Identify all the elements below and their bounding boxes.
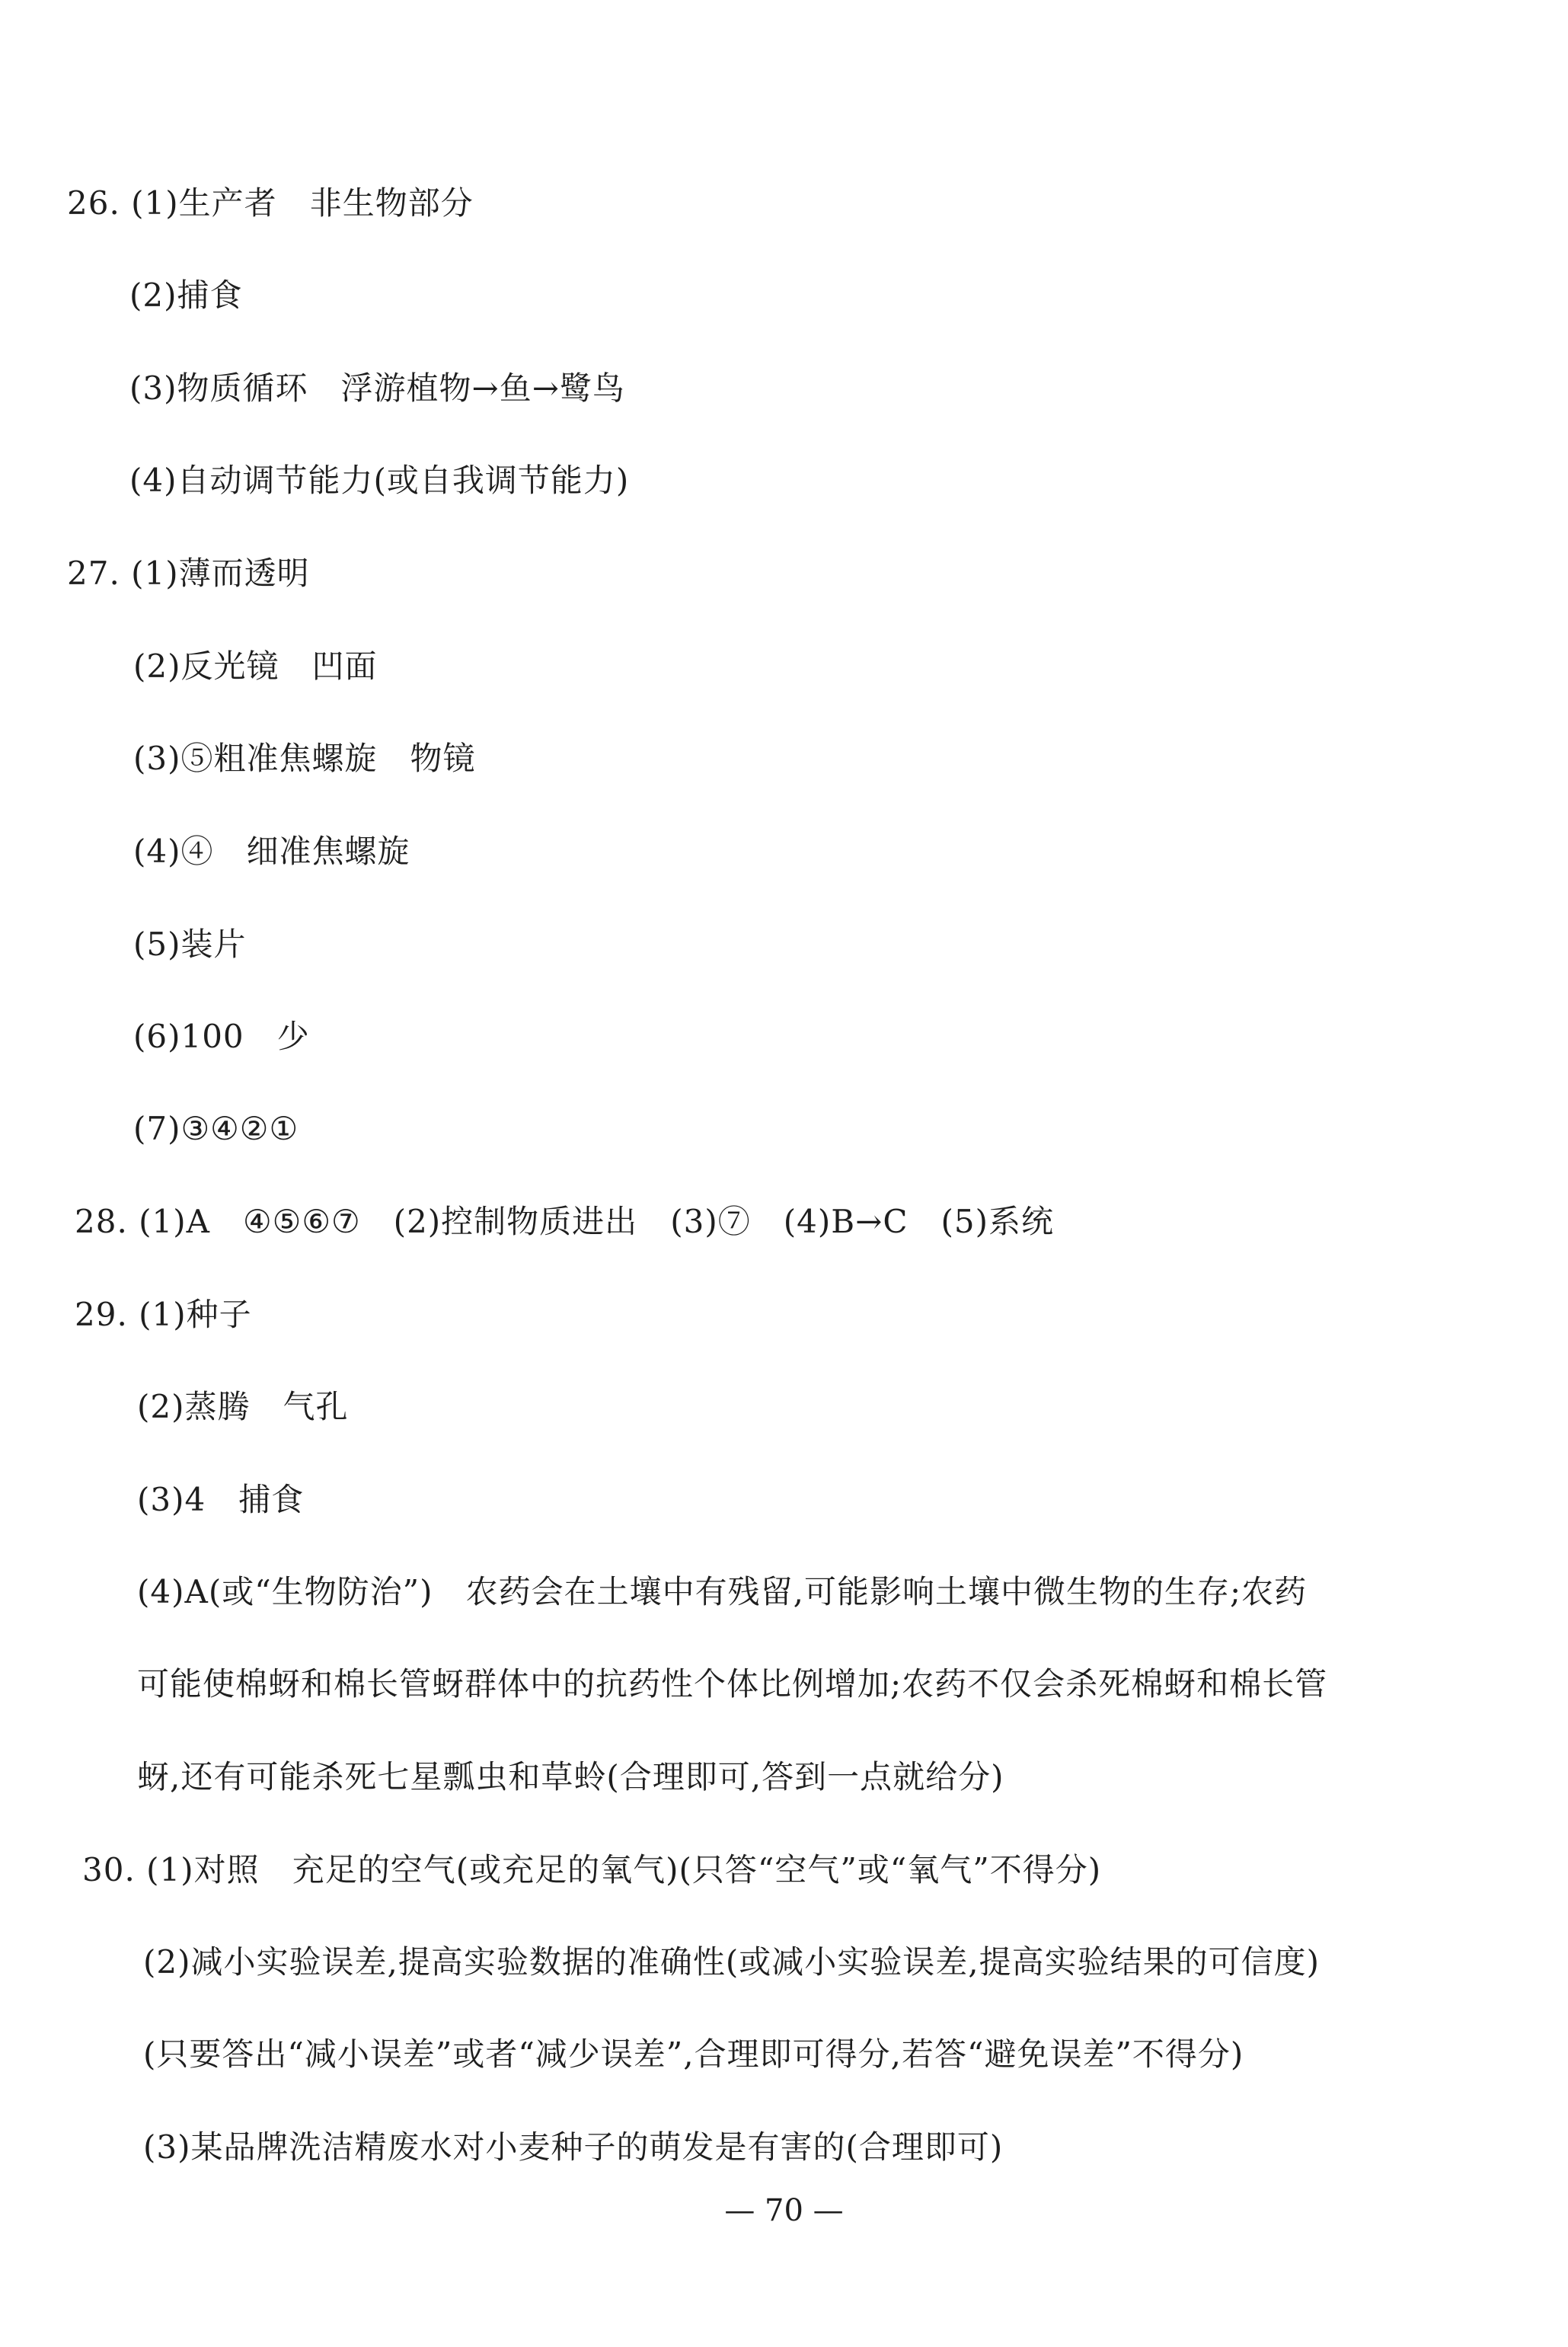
q29-line-1: 29. (1)种子 <box>75 1296 252 1333</box>
q27-line-6: (6)100 少 <box>133 1018 310 1055</box>
q26-line-3: (3)物质循环 浮游植物→鱼→鹭鸟 <box>129 369 625 407</box>
q26-line-2: (2)捕食 <box>129 277 243 314</box>
q30-line-3: (只要答出“减小误差”或者“减少误差”,合理即可得分,若答“避免误差”不得分) <box>143 2035 1244 2073</box>
q26-line-4: (4)自动调节能力(或自我调节能力) <box>129 462 630 499</box>
q30-line-2: (2)减小实验误差,提高实验数据的准确性(或减小实验误差,提高实验结果的可信度) <box>143 1943 1320 1981</box>
q30-line-1: 30. (1)对照 充足的空气(或充足的氧气)(只答“空气”或“氧气”不得分) <box>82 1851 1102 1888</box>
q26-line-1: 26. (1)生产者 非生物部分 <box>67 184 474 222</box>
q27-line-2: (2)反光镜 凹面 <box>133 648 378 685</box>
q27-line-5: (5)装片 <box>133 926 247 963</box>
q27-line-7: (7)③④②① <box>133 1110 299 1147</box>
page-number: — 70 — <box>724 2193 844 2228</box>
q28-line-1: 28. (1)A ④⑤⑥⑦ (2)控制物质进出 (3)⑦ (4)B→C (5)系统 <box>75 1203 1055 1240</box>
q29-line-5: 可能使棉蚜和棉长管蚜群体中的抗药性个体比例增加;农药不仅会杀死棉蚜和棉长管 <box>137 1665 1328 1703</box>
q27-line-1: 27. (1)薄而透明 <box>67 555 310 592</box>
q29-line-6: 蚜,还有可能杀死七星瓢虫和草蛉(合理即可,答到一点就给分) <box>137 1758 1004 1795</box>
q29-line-4: (4)A(或“生物防治”) 农药会在土壤中有残留,可能影响土壤中微生物的生存;农药 <box>137 1573 1308 1610</box>
q29-line-3: (3)4 捕食 <box>137 1481 305 1518</box>
q30-line-4: (3)某品牌洗洁精废水对小麦种子的萌发是有害的(合理即可) <box>143 2128 1004 2166</box>
q27-line-3: (3)⑤粗准焦螺旋 物镜 <box>133 740 476 777</box>
q29-line-2: (2)蒸腾 气孔 <box>137 1388 349 1425</box>
q27-line-4: (4)④ 细准焦螺旋 <box>133 833 410 870</box>
